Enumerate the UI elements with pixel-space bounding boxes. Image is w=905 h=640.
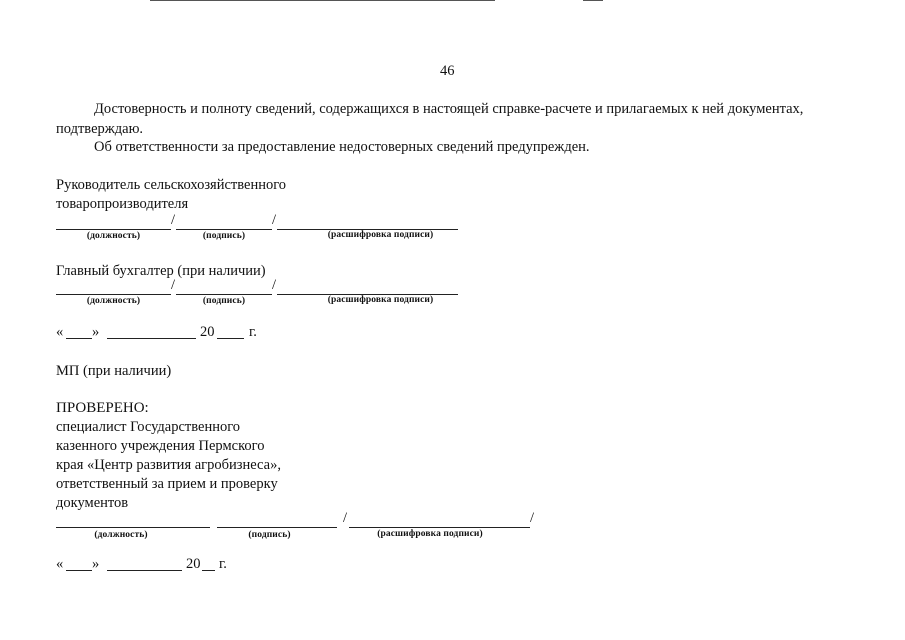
date-1-day-field[interactable] <box>66 338 92 339</box>
date-2-quote-open: « <box>56 556 64 572</box>
date-1-year-prefix: 20 <box>200 324 215 340</box>
checked-position-label: (должность) <box>94 530 148 540</box>
checked-line-4: ответственный за прием и проверку <box>56 476 278 492</box>
checked-line-3: края «Центр развития агробизнеса», <box>56 457 281 473</box>
declaration-paragraph-1-line-1: Достоверность и полноту сведений, содержащихся в настоящей справке-расчете и прилагаемых к ней документах, <box>94 101 804 117</box>
accountant-slash-1: / <box>171 277 176 293</box>
date-2-quote-close: » <box>92 556 100 572</box>
declaration-paragraph-1-line-2: подтверждаю. <box>56 121 144 137</box>
accountant-signature-label: (подпись) <box>202 296 246 306</box>
date-2-month-field[interactable] <box>107 570 182 571</box>
checked-heading: ПРОВЕРЕНО: <box>56 400 149 416</box>
accountant-slash-2: / <box>272 277 277 293</box>
head-decryption-label: (расшифровка подписи) <box>327 230 434 240</box>
date-2-year-suffix: г. <box>219 556 227 572</box>
seal-note: МП (при наличии) <box>56 363 172 379</box>
head-position-line[interactable] <box>56 229 171 230</box>
accountant-position-line[interactable] <box>56 294 171 295</box>
head-signature-line[interactable] <box>176 229 272 230</box>
checked-slash-2: / <box>530 510 535 526</box>
checked-decryption-line[interactable] <box>349 527 530 528</box>
checked-signature-line[interactable] <box>217 527 337 528</box>
checked-line-1: специалист Государственного <box>56 419 241 435</box>
accountant-decryption-label: (расшифровка подписи) <box>327 295 434 305</box>
date-2-year-field[interactable] <box>202 570 215 571</box>
checked-line-2: казенного учреждения Пермского <box>56 438 265 454</box>
accountant-position-label: (должность) <box>86 296 141 306</box>
accountant-title: Главный бухгалтер (при наличии) <box>56 263 266 279</box>
date-1-year-field[interactable] <box>217 338 244 339</box>
checked-position-line[interactable] <box>56 527 210 528</box>
date-1-year-suffix: г. <box>249 324 257 340</box>
checked-signature-label: (подпись) <box>248 530 291 540</box>
date-1-month-field[interactable] <box>107 338 196 339</box>
top-scan-rule-short <box>583 0 603 1</box>
head-signature-label: (подпись) <box>202 231 246 241</box>
head-title-line-2: товаропроизводителя <box>56 196 189 212</box>
head-title <box>56 176 286 214</box>
head-position-label: (должность) <box>86 231 141 241</box>
checked-slash-1: / <box>343 510 348 526</box>
date-2-year-prefix: 20 <box>186 556 201 572</box>
accountant-signature-line[interactable] <box>176 294 272 295</box>
top-scan-rule <box>150 0 495 1</box>
head-slash-1: / <box>171 212 176 228</box>
date-2-day-field[interactable] <box>66 570 92 571</box>
checked-line-5: документов <box>56 495 129 511</box>
checked-decryption-label: (расшифровка подписи) <box>377 529 483 539</box>
date-1-quote-open: « <box>56 324 64 340</box>
declaration-paragraph-2: Об ответственности за предоставление недостоверных сведений предупрежден. <box>94 139 590 155</box>
page-number: 46 <box>440 63 455 79</box>
head-slash-2: / <box>272 212 277 228</box>
date-1-quote-close: » <box>92 324 100 340</box>
head-title-line-1: Руководитель сельскохозяйственного <box>56 177 287 193</box>
checked-specialist <box>56 418 281 513</box>
